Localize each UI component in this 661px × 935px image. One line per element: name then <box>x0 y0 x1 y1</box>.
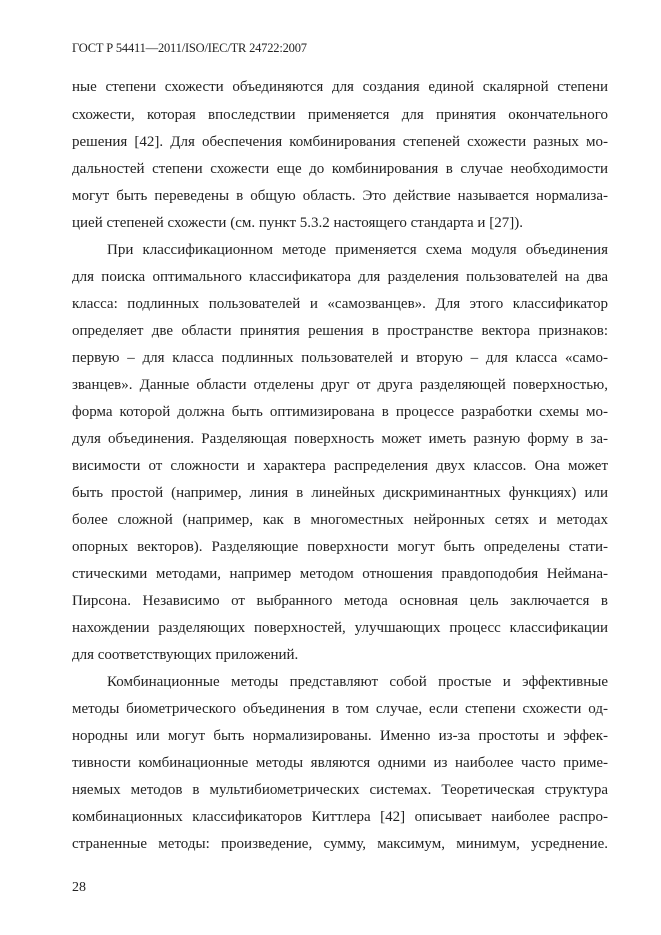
text-line: класса: подлинных пользователей и «самозванцев». Для этого классификатор <box>72 296 608 312</box>
text-line: нахождении разделяющих поверхностей, улучшающих процесс классификации <box>72 620 608 636</box>
text-line: няемых методов в мультибиометрических системах. Теоретическая структура <box>72 782 608 798</box>
text-line: Пирсона. Независимо от выбранного метода основная цель заключается в <box>72 593 608 609</box>
text-line: форма которой должна быть оптимизирована в процессе разработки схемы мо- <box>72 404 608 420</box>
text-line: стическими методами, например методом отношения правдоподобия Неймана- <box>72 566 608 582</box>
text-line: При классификационном методе применяется схема модуля объединения <box>107 242 608 258</box>
text-line: для соответствующих приложений. <box>72 647 299 663</box>
text-line: определяет две области принятия решения в пространстве вектора признаков: <box>72 323 608 339</box>
text-line: быть простой (например, линия в линейных дискриминантных функциях) или <box>72 485 608 501</box>
text-line: тивности комбинационные методы являются одними из наиболее часто приме- <box>72 755 608 771</box>
page-number: 28 <box>72 880 86 895</box>
text-line: более сложной (например, как в многоместных нейронных сетях и методах <box>72 512 608 528</box>
text-line: нородны или могут быть нормализированы. Именно из-за простоты и эффек- <box>72 728 608 744</box>
text-line: опорных векторов). Разделяющие поверхности могут быть определены стати- <box>72 539 608 555</box>
text-line: страненные методы: произведение, сумму, максимум, минимум, усреднение. <box>72 836 608 852</box>
text-line: решения [42]. Для обеспечения комбинирования степеней схожести разных мо- <box>72 134 608 150</box>
text-line: ные степени схожести объединяются для создания единой скалярной степени <box>72 79 608 95</box>
text-line: первую – для класса подлинных пользователей и вторую – для класса «само- <box>72 350 608 366</box>
text-line: Комбинационные методы представляют собой простые и эффективные <box>107 674 608 690</box>
document-header: ГОСТ Р 54411—2011/ISO/IEC/TR 24722:2007 <box>72 41 307 55</box>
text-line: могут быть переведены в общую область. Это действие называется нормализа- <box>72 188 608 204</box>
text-line: дуля объединения. Разделяющая поверхность может иметь разную форму в за- <box>72 431 608 447</box>
text-line: для поиска оптимального классификатора для разделения пользователей на два <box>72 269 608 285</box>
text-line: комбинационных классификаторов Киттлера [42] описывает наиболее распро- <box>72 809 608 825</box>
text-line: дальностей степени схожести еще до комбинирования в случае необходимости <box>72 161 608 177</box>
text-line: схожести, которая впоследствии применяется для принятия окончательного <box>72 107 608 123</box>
text-line: цией степеней схожести (см. пункт 5.3.2 настоящего стандарта и [27]). <box>72 215 523 231</box>
text-line: методы биометрического объединения в том случае, если степени схожести од- <box>72 701 608 717</box>
text-line: висимости от сложности и характера распределения двух классов. Она может <box>72 458 608 474</box>
text-line: званцев». Данные области отделены друг от друга разделяющей поверхностью, <box>72 377 608 393</box>
